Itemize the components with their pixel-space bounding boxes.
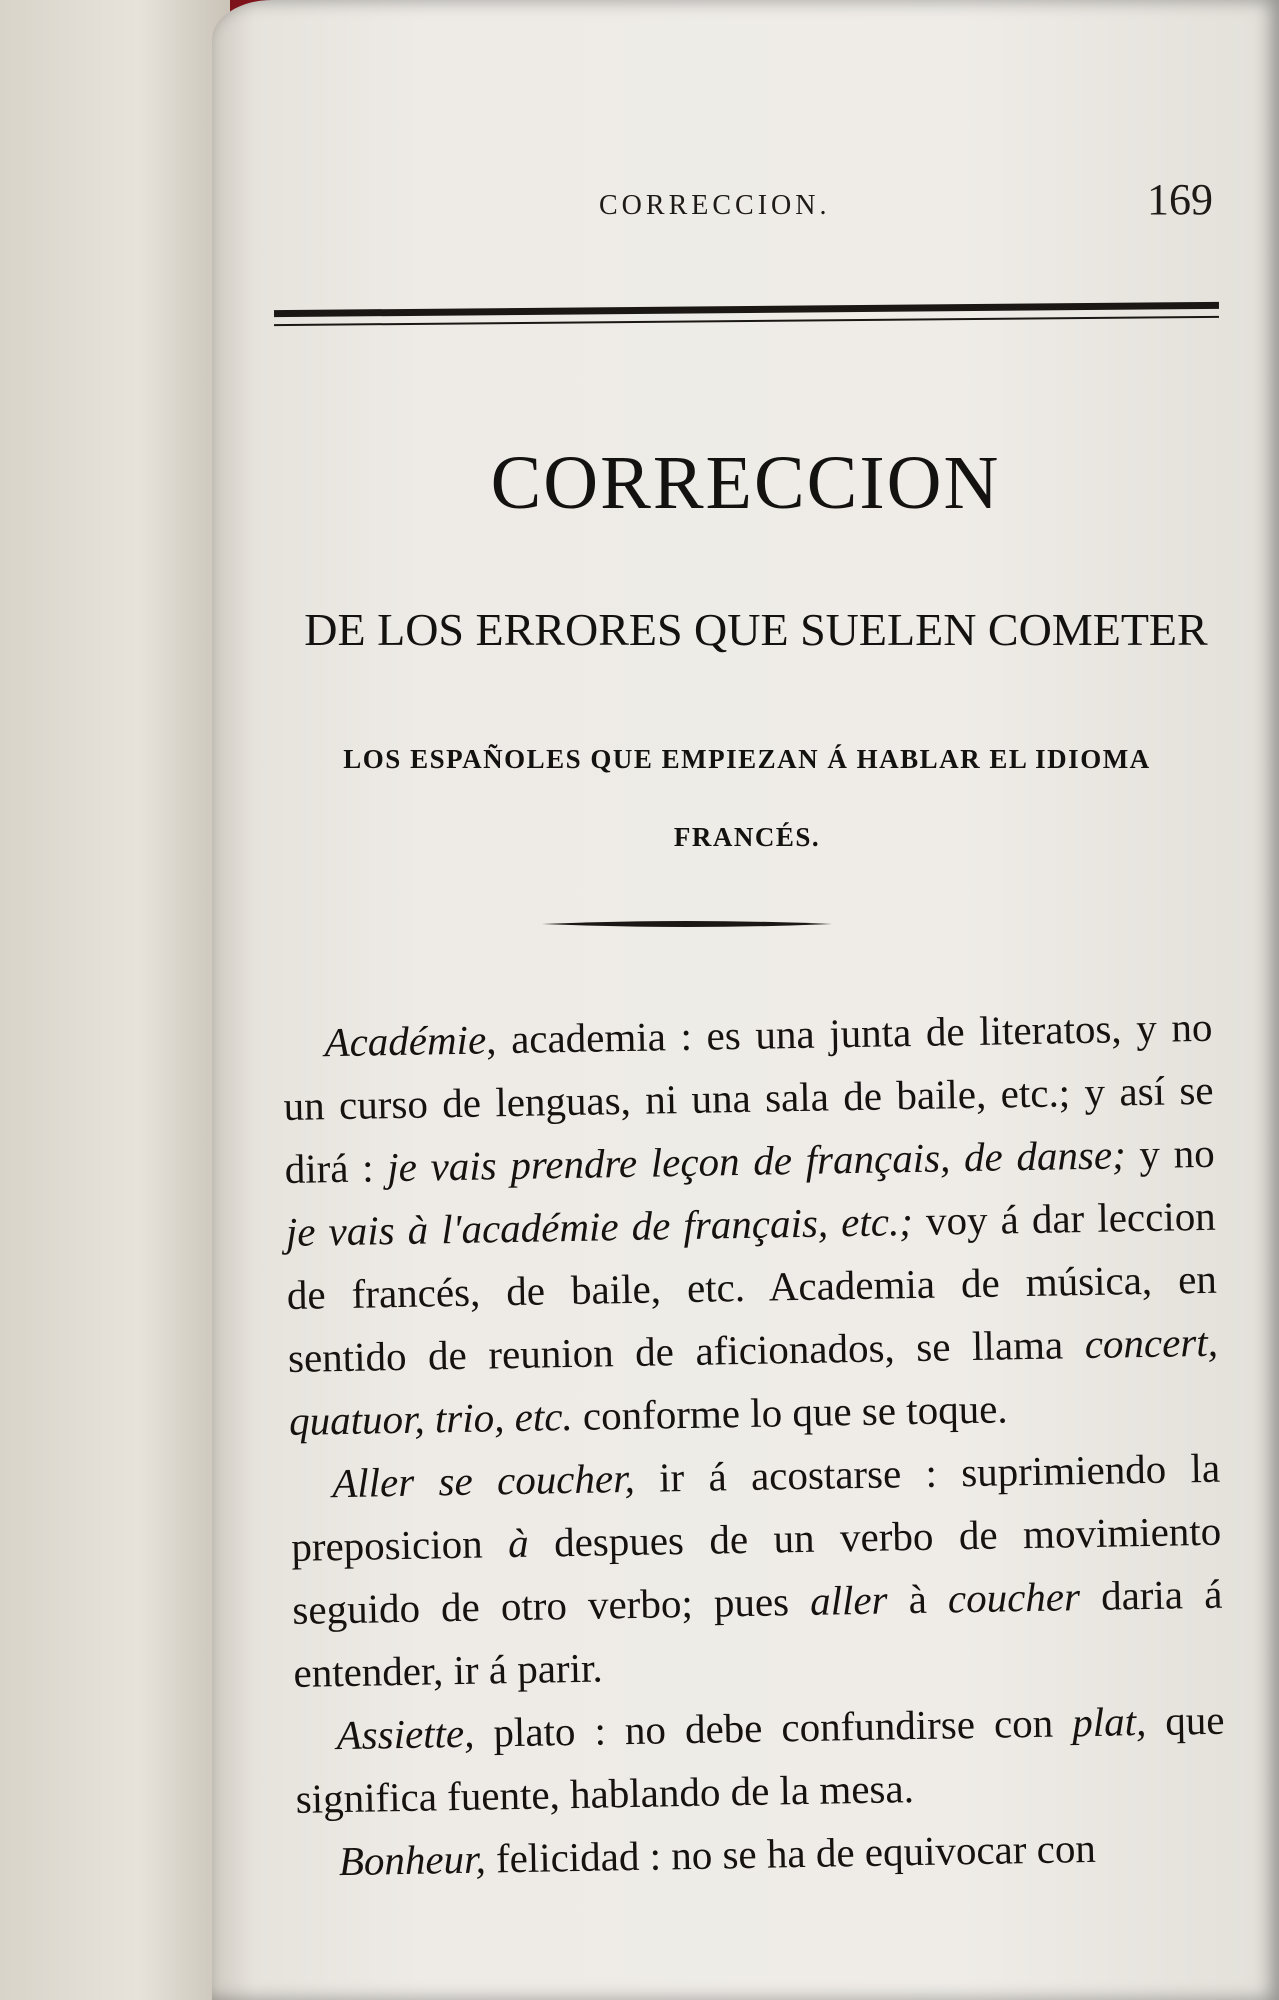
body-text: [282, 996, 1227, 1894]
chapter-subtitle: DE LOS ERRORES QUE SUELEN COMETER: [304, 604, 1208, 655]
header-rule-thick: [274, 302, 1219, 317]
chapter-title: CORRECCION: [490, 441, 1001, 525]
running-head: CORRECCION.: [599, 190, 831, 221]
header-rule-thin: [274, 316, 1219, 326]
entry-aller-se-coucher: Aller se coucher, ir á acostarse : suprimiendo la preposicion à despues de un verbo de movimiento seguido de otro verbo; pues aller à coucher daria á entender, ir á parir.: [290, 1444, 1223, 1696]
entry-assiette: Assiette, plato : no debe confundirse con plat, que significa fuente, hablando de la mesa.: [295, 1696, 1225, 1822]
page-number: 169: [1147, 175, 1213, 224]
book-page: [212, 0, 1279, 2000]
facing-page: [0, 0, 230, 2000]
entry-bonheur: Bonheur, felicidad : no se ha de equivocar con: [338, 1824, 1097, 1885]
ornamental-rule: [542, 917, 832, 931]
chapter-subtitle-small: LOS ESPAÑOLES QUE EMPIEZAN Á HABLAR EL IDIOMA FRANCÉS.: [343, 744, 1151, 852]
entry-academie: Académie, academia : es una junta de literatos, y no un curso de lenguas, ni una sala de baile, etc.; y así se dirá : je vais prendre leçon de français, de danse; y no je vais à l'académie de français, etc.; voy á dar leccion de francés, de baile, etc. Academia de música, en sentido de reunion de aficionados, se llama concert, quatuor, trio, etc. conforme lo que se toque.: [283, 1003, 1219, 1444]
